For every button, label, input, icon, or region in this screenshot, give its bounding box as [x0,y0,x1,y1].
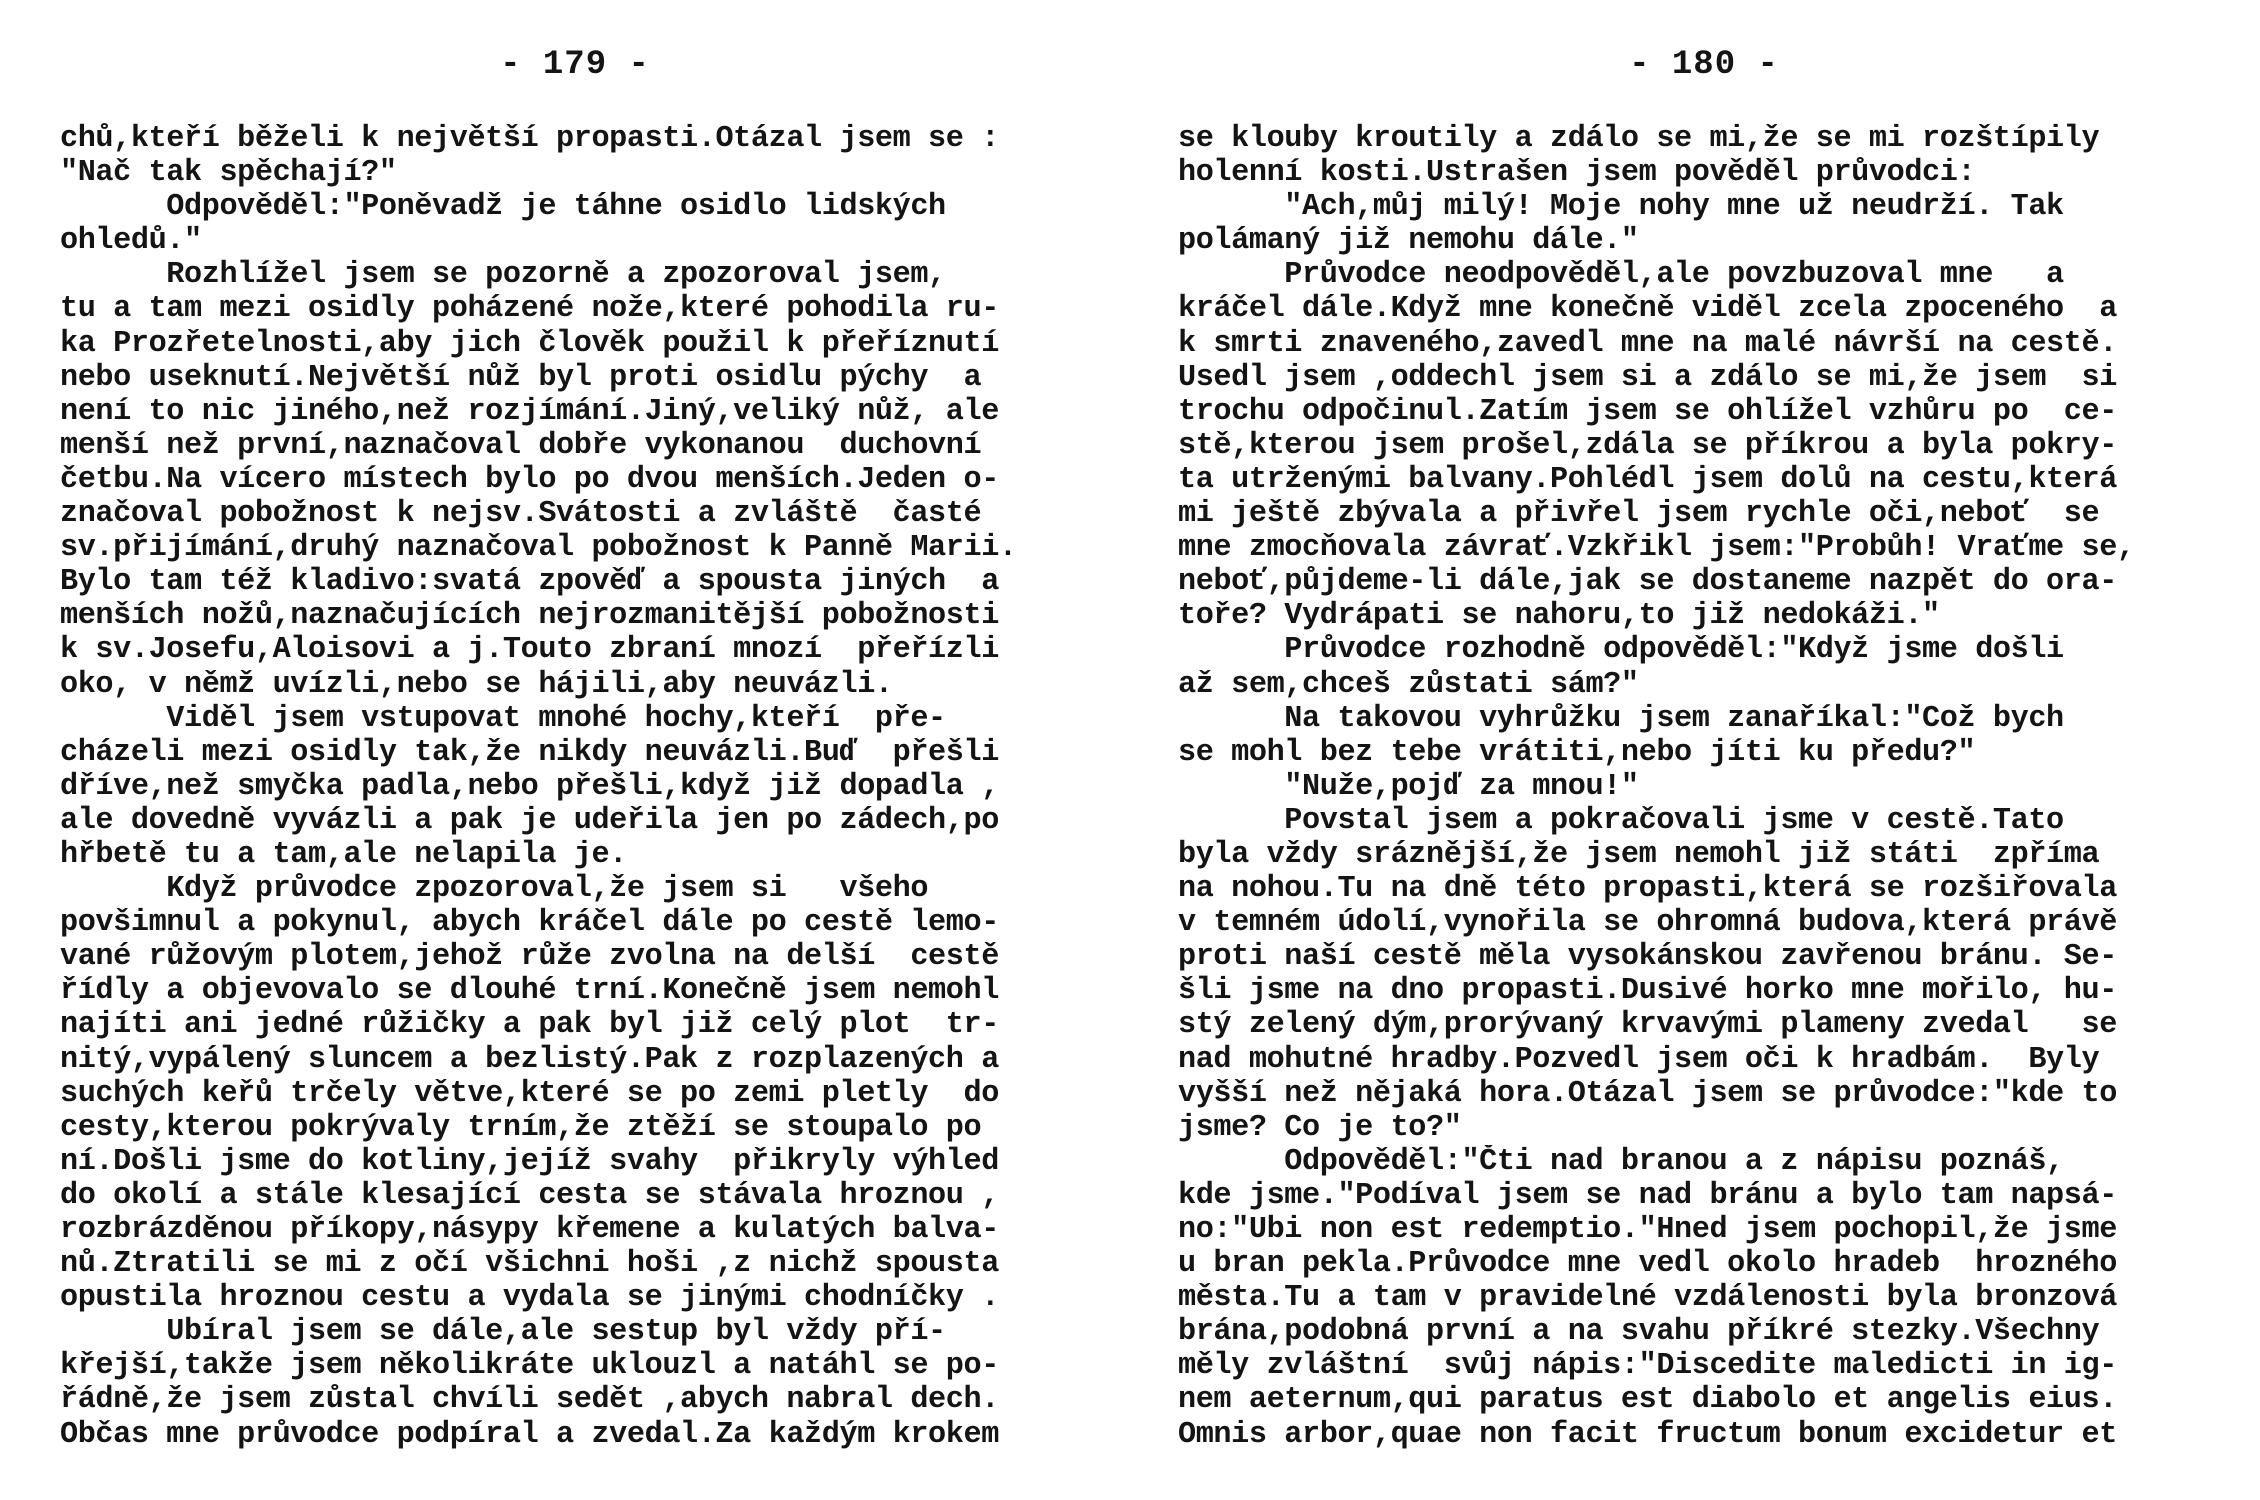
page-number-right: - 180 - [1629,46,1779,84]
page-number-left: - 179 - [500,46,650,84]
text-line: značoval pobožnost k nejsv.Svátosti a zvláště časté [60,497,982,532]
text-line: "Nuže,pojď za mnou!" [1178,769,1639,804]
text-line: dříve,než smyčka padla,nebo přešli,když již dopadla , [60,769,999,804]
text-line: se klouby kroutily a zdálo se mi,že se mi rozštípily [1178,122,2100,156]
text-line: Odpověděl:"Poněvadž je táhne osidlo lidských [60,190,946,225]
text-line: Ubíral jsem se dále,ale sestup byl vždy pří- [60,1315,946,1350]
text-line: holenní kosti.Ustrašen jsem pověděl průvodci: [1178,156,1976,191]
text-line: stý zelený dým,prorývaný krvavými plameny zvedal se [1178,1008,2117,1043]
text-line: na nohou.Tu na dně této propasti,která se rozšiřovala [1178,872,2117,907]
text-line: v temném údolí,vynořila se ohromná budova,která právě [1178,906,2117,941]
text-line: není to nic jiného,než rozjímání.Jiný,veliký nůž, ale [60,394,999,429]
text-line: k smrti znaveného,zavedl mne na malé návrší na cestě. [1178,326,2117,361]
text-line: opustila hroznou cestu a vydala se jinými chodníčky . [60,1281,999,1316]
text-line: šli jsme na dno propasti.Dusivé horko mne mořilo, hu- [1178,974,2117,1009]
text-line: Občas mne průvodce podpíral a zvedal.Za každým krokem [60,1417,999,1452]
text-line: se mohl bez tebe vrátiti,nebo jíti ku předu?" [1178,735,1976,770]
text-line: "Ach,můj milý! Moje nohy mne už neudrží. Tak [1178,190,2064,225]
text-line: ní.Došli jsme do kotliny,jejíž svahy přikryly výhled [60,1144,999,1179]
text-line: do okolí a stále klesající cesta se stávala hroznou , [60,1178,999,1213]
text-line: kde jsme."Podíval jsem se nad bránu a bylo tam napsá- [1178,1178,2117,1213]
text-line: nebo useknutí.Největší nůž byl proti osidlu pýchy a [60,360,982,395]
text-line: až sem,chceš zůstati sám?" [1178,667,1639,702]
text-line: polámaný již nemohu dále." [1178,224,1639,259]
text-line: ka Prozřetelnosti,aby jich člověk použil k přeříznutí [60,326,999,361]
text-line: vané růžovým plotem,jehož růže zvolna na delší cestě [60,940,999,975]
text-line: Průvodce neodpověděl,ale povzbuzoval mne a [1178,258,2064,293]
text-line: křejší,takže jsem několikráte uklouzl a natáhl se po- [60,1349,999,1384]
text-line: u bran pekla.Průvodce mne vedl okolo hradeb hrozného [1178,1247,2117,1282]
text-line: cházeli mezi osidly tak,že nikdy neuvázli.Buď přešli [60,735,999,770]
text-line: měly zvláštní svůj nápis:"Discedite maledicti in ig- [1178,1349,2117,1384]
text-line: povšimnul a pokynul, abych kráčel dále po cestě lemo- [60,906,999,941]
text-line: hřbetě tu a tam,ale nelapila je. [60,837,627,872]
text-line: oko, v němž uvízli,nebo se hájili,aby neuvázli. [60,667,893,702]
text-line: Když průvodce zpozoroval,že jsem si všeho [60,872,929,907]
text-line: Rozhlížel jsem se pozorně a zpozoroval jsem, [60,258,946,293]
text-line: vyšší než nějaká hora.Otázal jsem se průvodce:"kde to [1178,1076,2117,1111]
text-line: rozbrázděnou příkopy,násypy křemene a kulatých balva- [60,1213,999,1247]
text-line: Omnis arbor,quae non facit fructum bonum excidetur et [1178,1417,2117,1452]
text-line: nad mohutné hradby.Pozvedl jsem oči k hradbám. Byly [1178,1042,2100,1077]
text-line: Odpověděl:"Čti nad branou a z nápisu poznáš, [1178,1144,2064,1179]
text-line: najíti ani jedné růžičky a pak byl již celý plot tr- [60,1008,999,1043]
text-line: toře? Vydrápati se nahoru,to již nedokáži." [1178,599,1940,634]
text-line: k sv.Josefu,Aloisovi a j.Touto zbraní mnozí přeřízli [60,633,999,668]
text-line: neboť,půjdeme-li dále,jak se dostaneme nazpět do ora- [1178,565,2117,600]
text-line: kráčel dále.Když mne konečně viděl zcela zpoceného a [1178,292,2117,327]
text-line: ta utrženými balvany.Pohlédl jsem dolů na cestu,která [1178,462,2117,497]
text-line: Na takovou vyhrůžku jsem zanaříkal:"Což bych [1178,701,2064,736]
text-line: řídly a objevovalo se dlouhé trní.Konečně jsem nemohl [60,974,999,1009]
text-line: sv.přijímání,druhý naznačoval pobožnost k Panně Marii. [60,531,1017,566]
left-page-text [60,122,1090,1452]
text-line: města.Tu a tam v pravidelné vzdálenosti byla bronzová [1178,1281,2117,1316]
text-line: no:"Ubi non est redemptio."Hned jsem pochopil,že jsme [1178,1213,2117,1247]
text-line: Viděl jsem vstupovat mnohé hochy,kteří pře- [60,701,946,736]
text-line: jsme? Co je to?" [1178,1110,1462,1145]
text-line: Průvodce rozhodně odpověděl:"Když jsme došli [1178,633,2064,668]
text-line: cesty,kterou pokrývaly trním,že ztěží se stoupalo po [60,1110,982,1145]
text-line: stě,kterou jsem prošel,zdála se příkrou a byla pokry- [1178,428,2117,463]
text-line: tu a tam mezi osidly poházené nože,které pohodila ru- [60,292,999,327]
text-line: nitý,vypálený sluncem a bezlistý.Pak z rozplazených a [60,1042,999,1077]
text-line: suchých keřů trčely větve,které se po zemi pletly do [60,1076,999,1111]
text-line: ale dovedně vyvázli a pak je udeřila jen po zádech,po [60,803,999,838]
text-line: četbu.Na vícero místech bylo po dvou menších.Jeden o- [60,462,999,497]
text-line: brána,podobná první a na svahu příkré stezky.Všechny [1178,1315,2100,1350]
text-line: řádně,že jsem zůstal chvíli sedět ,abych nabral dech. [60,1383,999,1418]
right-page-text [1178,122,2230,1452]
text-line: trochu odpočinul.Zatím jsem se ohlížel vzhůru po ce- [1178,394,2117,429]
text-line: Povstal jsem a pokračovali jsme v cestě.Tato [1178,803,2064,838]
text-line: nem aeternum,qui paratus est diabolo et angelis eius. [1178,1383,2117,1418]
text-line: menších nožů,naznačujících nejrozmanitější pobožnosti [60,599,999,634]
text-line: Usedl jsem ,oddechl jsem si a zdálo se mi,že jsem si [1178,360,2117,395]
text-line: chů,kteří běželi k největší propasti.Otázal jsem se : [60,122,999,156]
text-line: nů.Ztratili se mi z očí všichni hoši ,z nichž spousta [60,1247,999,1282]
text-line: Bylo tam též kladivo:svatá zpověď a spousta jiných a [60,565,999,600]
text-line: mne zmocňovala závrať.Vzkřikl jsem:"Probůh! Vraťme se, [1178,531,2135,566]
text-line: "Nač tak spěchají?" [60,156,397,191]
text-line: mi ještě zbývala a přivřel jsem rychle oči,neboť se [1178,497,2100,532]
text-line: byla vždy sráznější,že jsem nemohl již státi zpříma [1178,837,2100,872]
text-line: proti naší cestě měla vysokánskou zavřenou bránu. Se- [1178,940,2117,975]
text-line: menší než první,naznačoval dobře vykonanou duchovní [60,428,982,463]
text-line: ohledů." [60,224,202,259]
